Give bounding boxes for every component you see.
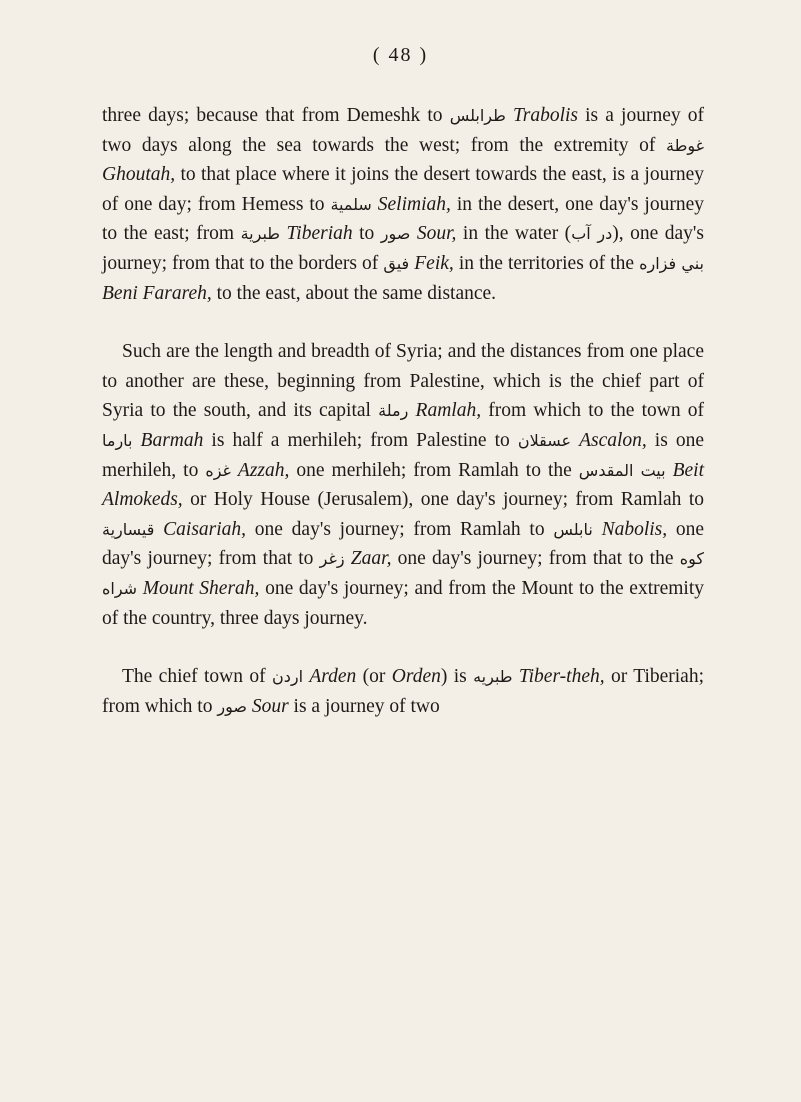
text-run: in the desert, one day's journey to the east; from bbox=[102, 193, 704, 245]
text-run: one day's journey; from Ramlah to bbox=[246, 518, 554, 540]
text-run: in the water ( bbox=[456, 223, 572, 245]
transliteration: Arden bbox=[309, 666, 357, 688]
text-run: to the east, about the same distance. bbox=[211, 282, 497, 304]
text-run: (or bbox=[356, 666, 392, 688]
transliteration: Barmah bbox=[140, 429, 204, 451]
transliteration: Zaar, bbox=[350, 548, 392, 570]
text-run: ), one day's journey; from that to the borders of bbox=[102, 223, 705, 274]
transliteration: Sour, bbox=[416, 223, 457, 245]
transliteration: Ascalon, bbox=[579, 429, 647, 451]
arabic-term: صور bbox=[380, 224, 411, 244]
paragraph bbox=[102, 101, 704, 308]
text-run bbox=[154, 519, 163, 540]
arabic-term: قيسارية bbox=[102, 519, 155, 539]
arabic-term: غزه bbox=[205, 460, 231, 480]
text-run: is half a merhileh; from Palestine to bbox=[203, 429, 518, 451]
arabic-term: طرابلس bbox=[449, 106, 506, 125]
arabic-term: بارما bbox=[102, 430, 133, 450]
arabic-term: فيق bbox=[383, 253, 410, 273]
text-run: is a journey of two bbox=[288, 695, 440, 717]
text-run bbox=[231, 460, 238, 481]
transliteration: Feik, bbox=[414, 252, 454, 274]
transliteration: Orden bbox=[391, 666, 441, 688]
text-run: one merhileh; from Ramlah to the bbox=[289, 459, 579, 481]
arabic-term: در آب bbox=[571, 224, 613, 244]
text-run: is one merhileh, to bbox=[102, 429, 704, 481]
text-run: to that place where it joins the desert towards the east, is a journey of one day; from Hemess to bbox=[102, 164, 704, 215]
arabic-term: بني فزاره bbox=[639, 253, 705, 273]
transliteration: Tiberiah bbox=[286, 223, 353, 245]
text-run: one day's journey; from that to bbox=[102, 518, 705, 570]
arabic-term: طبريه bbox=[473, 667, 513, 687]
text-run: one day's journey; from that to the bbox=[391, 548, 680, 570]
transliteration: Beni Farareh, bbox=[102, 282, 212, 304]
transliteration: Tiber-theh, bbox=[518, 666, 605, 688]
arabic-term: زغر bbox=[319, 549, 345, 569]
transliteration: Nabolis, bbox=[601, 518, 668, 540]
text-run bbox=[593, 519, 602, 540]
body-text bbox=[102, 101, 704, 721]
arabic-term: عسقلان bbox=[517, 430, 572, 450]
paragraph bbox=[102, 662, 704, 721]
text-run bbox=[408, 400, 415, 421]
page-number: ( 48 ) bbox=[372, 44, 429, 66]
arabic-term: غوطة bbox=[666, 135, 704, 155]
text-run bbox=[571, 430, 579, 451]
text-run: ) is bbox=[440, 666, 474, 688]
transliteration: Sour bbox=[251, 695, 289, 717]
transliteration: Selimiah, bbox=[377, 193, 451, 215]
arabic-term: بيت المقدس bbox=[578, 460, 666, 480]
text-run: from which to the town of bbox=[481, 400, 705, 422]
arabic-term: اردن bbox=[271, 667, 304, 687]
transliteration: Ghoutah, bbox=[102, 164, 176, 186]
text-run: or Holy House (Jerusalem), one day's journey; from Ramlah to bbox=[182, 489, 704, 511]
arabic-term: كوه شراه bbox=[102, 549, 704, 598]
arabic-term: نابلس bbox=[553, 519, 593, 539]
text-run: one day's journey; and from the Mount to the extremity of the country, three days journey. bbox=[102, 577, 705, 629]
text-run: to bbox=[352, 223, 381, 245]
transliteration: Ramlah, bbox=[415, 400, 482, 422]
arabic-term: سلمية bbox=[330, 194, 372, 214]
text-run: Such are the length and breadth of Syria; and the distances from one place to another are these, beginning from Palestine, which is the chief part of Syria to the south, and its capital bbox=[102, 341, 704, 422]
transliteration: Caisariah, bbox=[163, 518, 247, 540]
paragraph bbox=[102, 337, 704, 633]
text-run: or Tiberiah; from which to bbox=[102, 666, 704, 717]
text-run bbox=[133, 430, 141, 451]
transliteration: Azzah, bbox=[237, 459, 290, 481]
text-run bbox=[666, 460, 673, 481]
arabic-term: رملة bbox=[378, 401, 409, 421]
transliteration: Beit Almokeds, bbox=[102, 459, 704, 511]
arabic-term: صور bbox=[217, 696, 247, 716]
arabic-term: طبرية bbox=[240, 224, 281, 244]
transliteration: Trabolis bbox=[512, 105, 579, 126]
text-run: The chief town of bbox=[122, 666, 272, 688]
text-run bbox=[506, 105, 513, 126]
text-run: in the territories of the bbox=[453, 252, 640, 274]
transliteration: Mount Sherah, bbox=[142, 577, 260, 599]
text-run: is a journey of two days along the sea towards the west; from the extremity of bbox=[102, 105, 704, 156]
text-run: three days; because that from Demeshk to bbox=[102, 105, 450, 126]
